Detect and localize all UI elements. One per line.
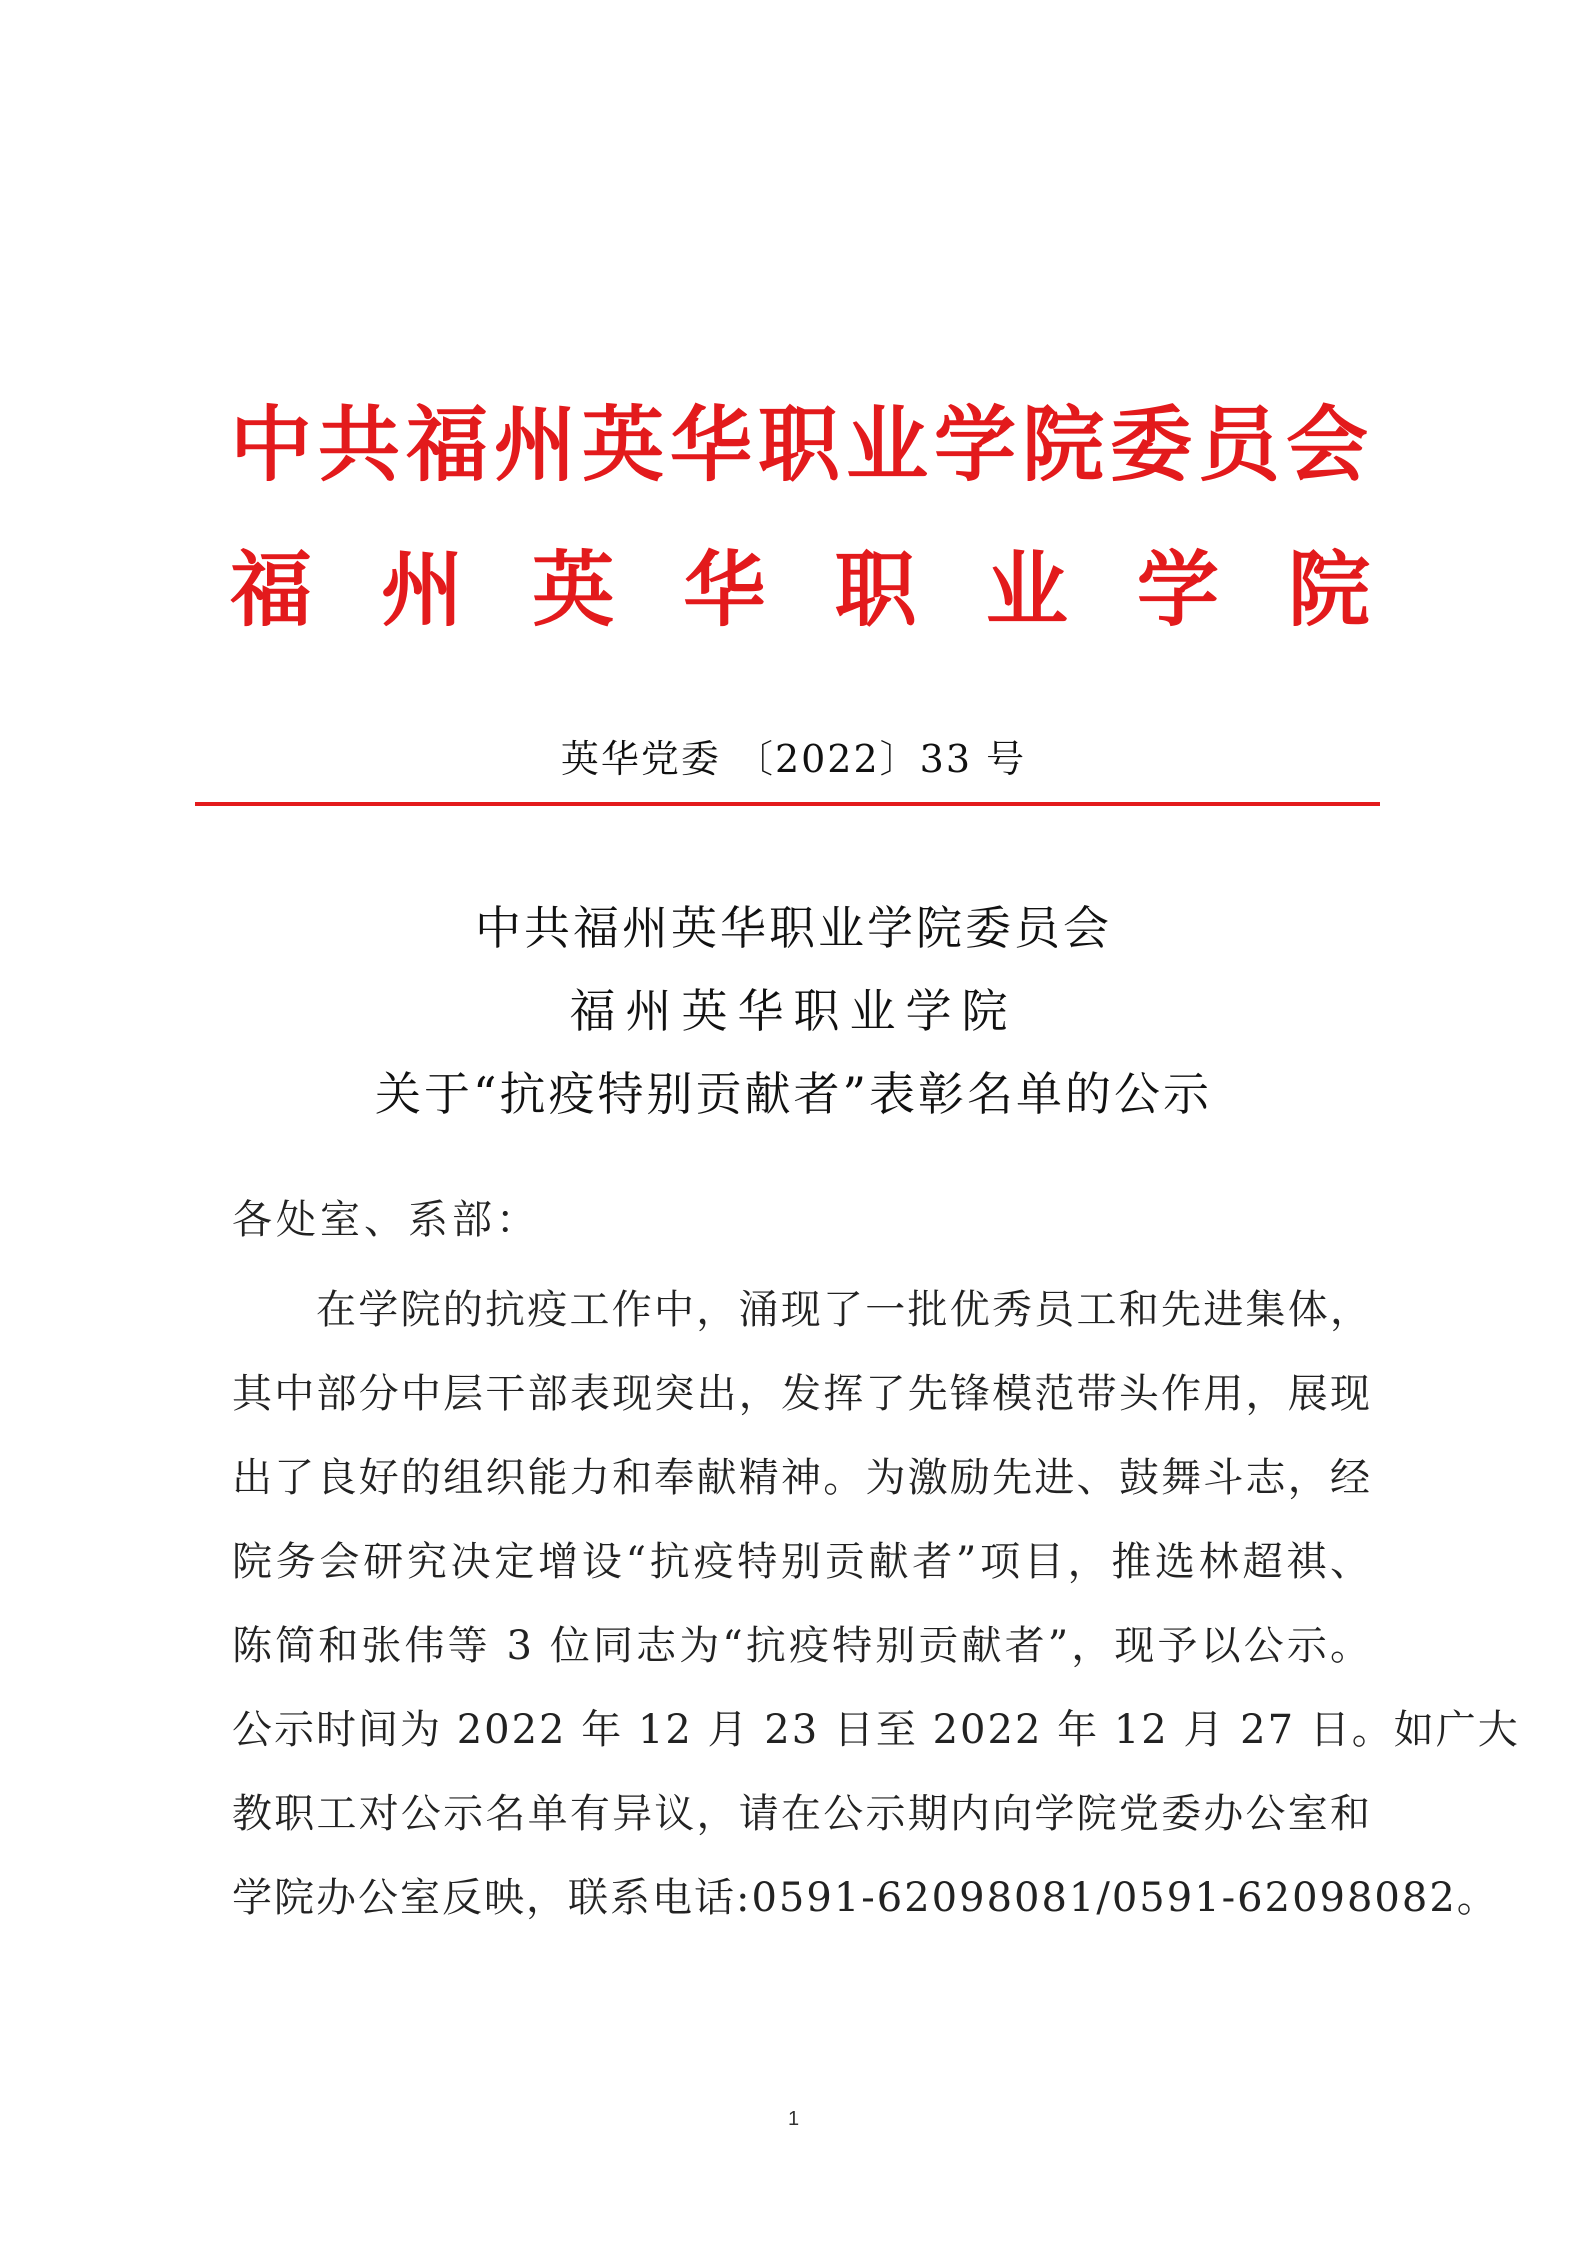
body-line: 院务会研究决定增设“抗疫特别贡献者”项目，推选林超祺、 — [232, 1539, 1372, 1585]
page-number: 1 — [787, 2108, 800, 2130]
body-line: 教职工对公示名单有异议，请在公示期内向学院党委办公室和 — [232, 1791, 1372, 1837]
letterhead-char: 院 — [1287, 543, 1370, 638]
notice-title-line2: 福州英华职业学院 — [569, 984, 1018, 1038]
document-number: 英华党委 〔2022〕33 号 — [560, 737, 1027, 781]
letterhead-title-line2 — [230, 525, 1370, 642]
letterhead-char: 英 — [532, 543, 615, 638]
letterhead-title-line1: 中共福州英华职业学院委员会 — [230, 398, 1375, 493]
letterhead-char: 州 — [381, 543, 464, 638]
letterhead-char: 业 — [985, 543, 1068, 638]
body-line: 其中部分中层干部表现突出，发挥了先锋模范带头作用，展现 — [232, 1371, 1372, 1417]
body-line: 在学院的抗疫工作中，涌现了一批优秀员工和先进集体， — [316, 1287, 1372, 1333]
red-divider-line — [195, 802, 1380, 806]
notice-title-line1: 中共福州英华职业学院委员会 — [475, 901, 1112, 955]
letterhead-char: 职 — [834, 543, 917, 638]
greeting: 各处室、系部： — [232, 1197, 540, 1243]
body-line: 学院办公室反映，联系电话:0591-62098081/0591-62098082。 — [232, 1875, 1499, 1921]
letterhead-char: 福 — [230, 543, 313, 638]
notice-title-line3: 关于“抗疫特别贡献者”表彰名单的公示 — [374, 1067, 1213, 1121]
body-line: 出了良好的组织能力和奉献精神。为激励先进、鼓舞斗志，经 — [232, 1455, 1372, 1501]
letterhead-char: 华 — [683, 543, 766, 638]
letterhead-char: 学 — [1136, 543, 1219, 638]
body-line: 陈简和张伟等 3 位同志为“抗疫特别贡献者”，现予以公示。 — [232, 1623, 1372, 1669]
body-paragraph — [232, 1268, 1520, 1940]
body-line: 公示时间为 2022 年 12 月 23 日至 2022 年 12 月 27 日。如广大 — [232, 1707, 1520, 1753]
